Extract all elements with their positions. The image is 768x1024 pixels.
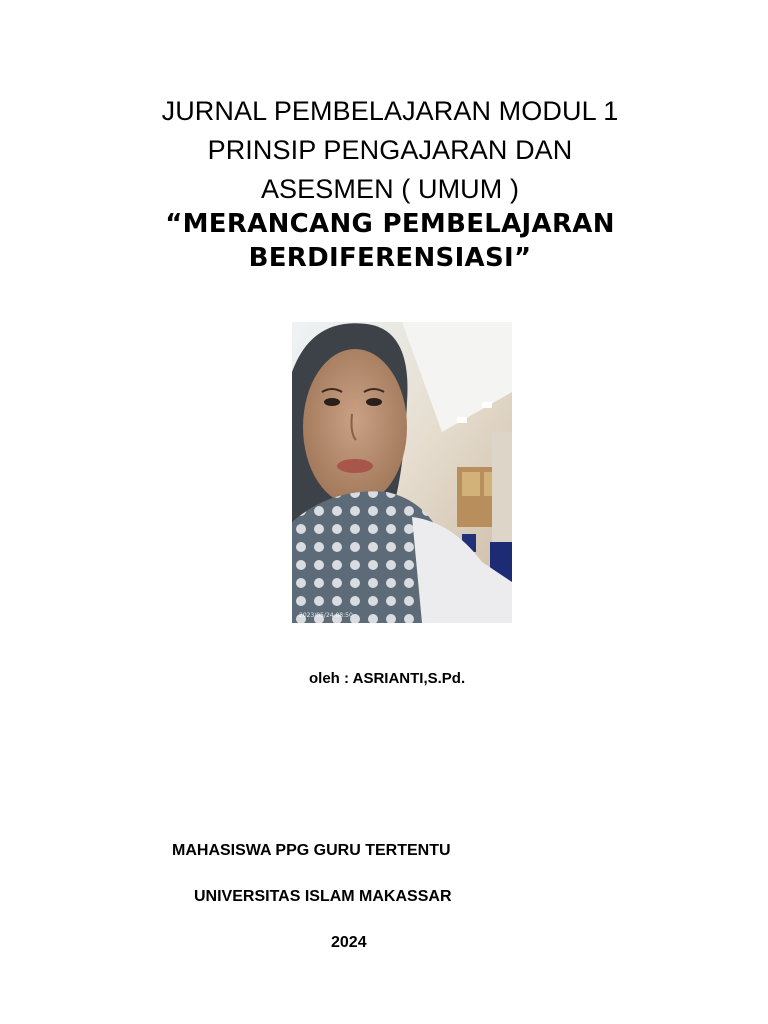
subtitle-line-1: “MERANCANG PEMBELAJARAN <box>165 209 615 239</box>
subtitle-line-2: BERDIFERENSIASI” <box>248 243 532 273</box>
author-photo <box>292 322 512 623</box>
document-title <box>0 92 768 209</box>
photo-timestamp: 2023/05/24 08:50 <box>299 612 353 619</box>
affiliation-line-2: UNIVERSITAS ISLAM MAKASSAR <box>194 888 452 905</box>
year-label: 2024 <box>331 934 367 951</box>
title-line-2: PRINSIP PENGAJARAN DAN <box>207 135 573 165</box>
author-line: oleh : ASRIANTI,S.Pd. <box>309 670 466 687</box>
title-line-1: JURNAL PEMBELAJARAN MODUL 1 <box>161 96 619 126</box>
document-subtitle <box>0 207 768 275</box>
title-line-3: ASESMEN ( UMUM ) <box>260 174 520 204</box>
affiliation-line-1: MAHASISWA PPG GURU TERTENTU <box>172 842 451 859</box>
author-photo-image <box>292 322 512 623</box>
